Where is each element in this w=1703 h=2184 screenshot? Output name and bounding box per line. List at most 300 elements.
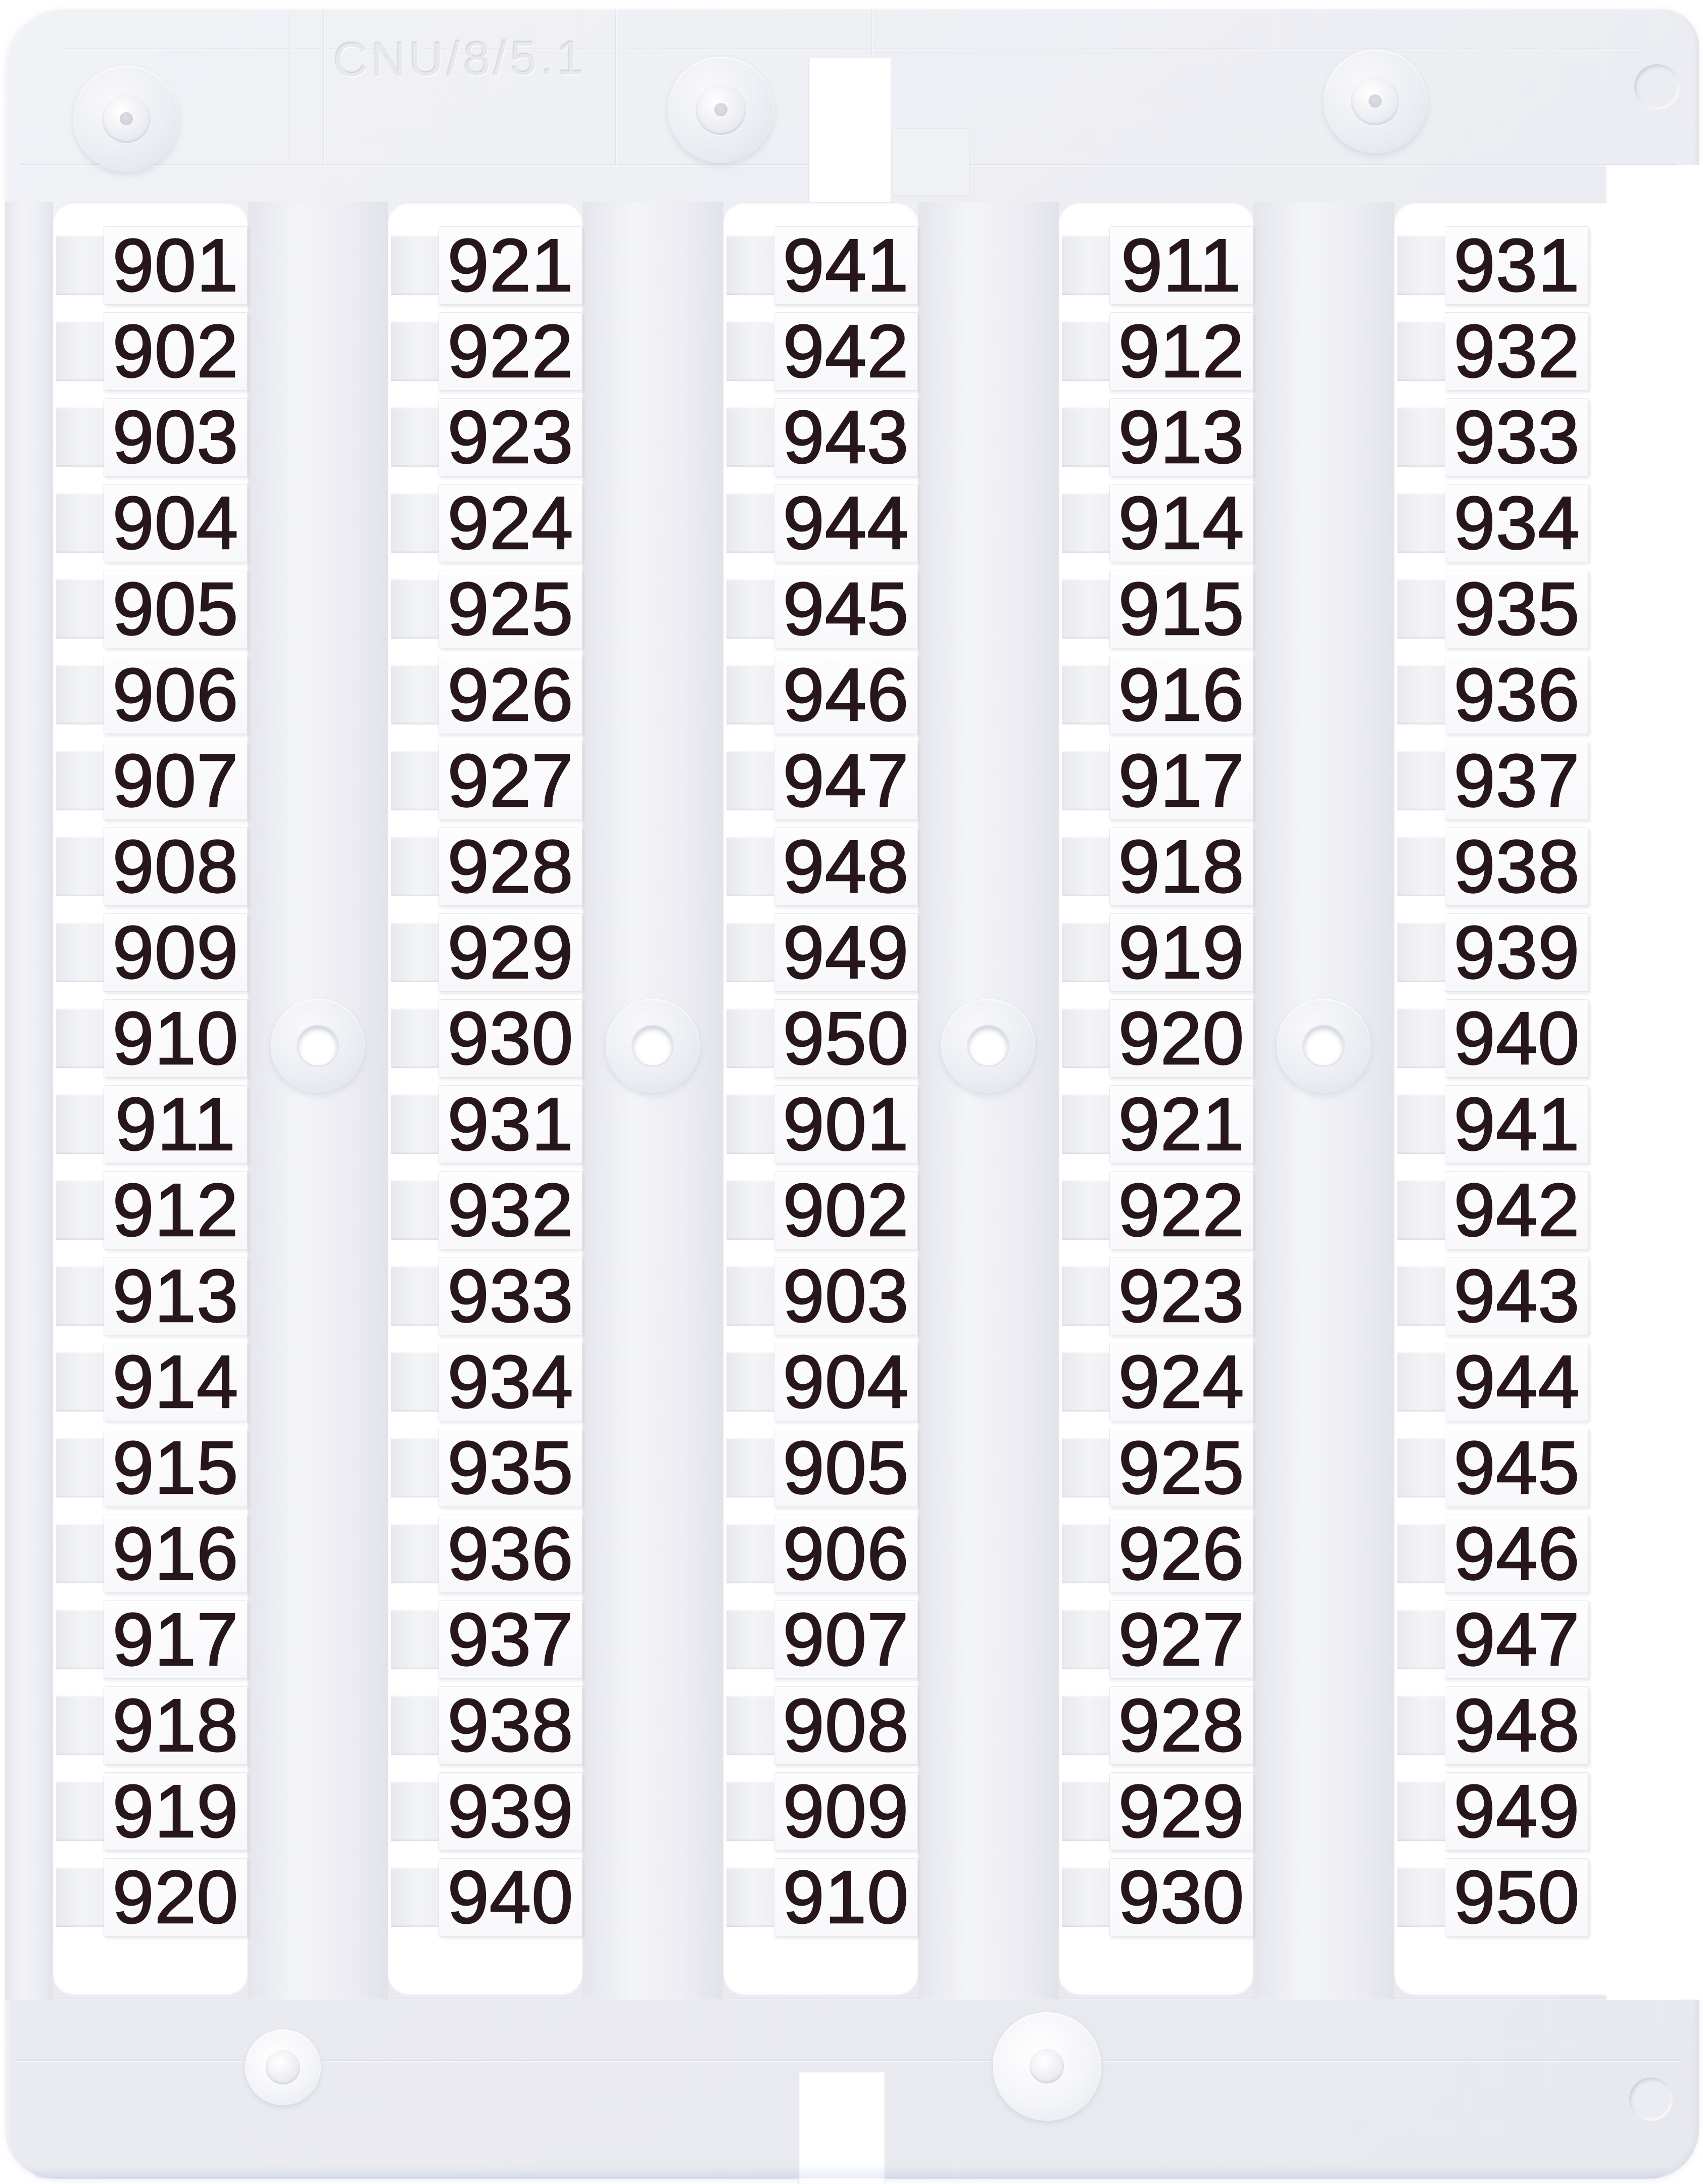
marker-tag [774, 1168, 918, 1252]
marker-tag-label: 924 [1118, 1340, 1245, 1424]
top-edge-groove [61, 48, 1647, 50]
marker-tag [774, 739, 918, 822]
marker-tag-label: 950 [783, 996, 909, 1080]
marker-tag-label: 944 [1453, 1340, 1580, 1424]
tag-stub [1062, 1266, 1110, 1326]
tag-stub [1397, 235, 1446, 295]
tag-stub [1397, 1352, 1446, 1412]
marker-tag [1109, 1683, 1253, 1767]
rivet-pin-hole [120, 112, 133, 125]
marker-tag [1445, 996, 1589, 1080]
marker-tag [774, 1340, 918, 1424]
marker-tag [774, 824, 918, 908]
marker-tag-label: 919 [1118, 910, 1245, 994]
tag-stub [56, 1180, 105, 1240]
marker-tag-label: 937 [1453, 739, 1580, 822]
marker-tag-label: 905 [112, 567, 239, 651]
marker-tag-label: 928 [447, 824, 574, 908]
marker-tag [104, 1168, 248, 1252]
tag-stub [1397, 1094, 1446, 1154]
marker-tag [1445, 1340, 1589, 1424]
marker-tag-label: 924 [447, 481, 574, 565]
tag-stub [391, 235, 440, 295]
marker-tag [104, 395, 248, 479]
marker-tag-label: 949 [1453, 1769, 1580, 1853]
marker-tag-label: 930 [1118, 1855, 1245, 1939]
tag-stub [726, 407, 775, 467]
marker-tag [1445, 1597, 1589, 1681]
tag-stub [726, 579, 775, 639]
marker-tag [439, 223, 582, 307]
marker-tag-label: 930 [447, 996, 574, 1080]
marker-tag [1109, 910, 1253, 994]
tag-stub [1397, 1266, 1446, 1326]
marker-tag-label: 935 [1453, 567, 1580, 651]
marker-tag [104, 824, 248, 908]
tag-stub [391, 1008, 440, 1068]
marker-tag-label: 925 [1118, 1426, 1245, 1510]
marker-tag-label: 906 [783, 1512, 909, 1595]
marker-tag-label: 940 [1453, 996, 1580, 1080]
marker-tag-label: 901 [783, 1082, 909, 1166]
marker-tag-label: 939 [1453, 910, 1580, 994]
marker-tag [1109, 481, 1253, 565]
marker-tag-label: 917 [112, 1597, 239, 1681]
marker-tag-label: 943 [783, 395, 909, 479]
tag-stub [56, 1094, 105, 1154]
marker-tag-label: 948 [1453, 1683, 1580, 1767]
marker-tag-label: 906 [112, 653, 239, 737]
marker-tag [439, 1168, 582, 1252]
tag-stub [391, 923, 440, 982]
marker-tag-label: 916 [1118, 653, 1245, 737]
tag-stub [56, 1781, 105, 1841]
marker-tag-label: 918 [1118, 824, 1245, 908]
marker-tag-label: 909 [112, 910, 239, 994]
marker-tag [104, 1769, 248, 1853]
tag-stub [56, 235, 105, 295]
tag-stub [391, 1094, 440, 1154]
tag-stub [56, 751, 105, 810]
marker-tag-label: 928 [1118, 1683, 1245, 1767]
marker-tag-label: 931 [447, 1082, 574, 1166]
tag-stub [391, 1695, 440, 1755]
tag-stub [56, 1524, 105, 1583]
mounting-hole [968, 1026, 1008, 1065]
carrier-rail [918, 202, 1059, 2000]
marker-tag-label: 903 [783, 1254, 909, 1338]
marker-tag [774, 395, 918, 479]
tag-stub [726, 1695, 775, 1755]
marker-tag-label: 904 [783, 1340, 909, 1424]
marker-tag [1109, 1082, 1253, 1166]
marker-tag [439, 567, 582, 651]
marker-tag [1445, 567, 1589, 651]
marker-tag-label: 902 [783, 1168, 909, 1252]
tag-stub [56, 1266, 105, 1326]
marker-tag [104, 481, 248, 565]
marker-tag-label: 913 [112, 1254, 239, 1338]
marker-tag-label: 910 [783, 1855, 909, 1939]
marker-tag [439, 1769, 582, 1853]
tag-stub [1397, 1008, 1446, 1068]
marker-tag-label: 927 [447, 739, 574, 822]
tag-stub [56, 321, 105, 381]
marker-tag-label: 940 [447, 1855, 574, 1939]
tag-stub [391, 1180, 440, 1240]
marker-tag [104, 223, 248, 307]
marker-tag [774, 567, 918, 651]
marker-tag [1445, 1426, 1589, 1510]
tag-stub [1397, 1867, 1446, 1927]
marker-tag-label: 936 [1453, 653, 1580, 737]
marker-tag-label: 945 [783, 567, 909, 651]
marker-tag-label: 922 [447, 309, 574, 393]
top-seam-line [323, 10, 325, 164]
top-seam-line [289, 10, 290, 164]
tag-stub [726, 1610, 775, 1669]
marker-tag [1109, 824, 1253, 908]
carrier-rail [582, 202, 723, 2000]
marker-tag-label: 926 [1118, 1512, 1245, 1595]
marker-tag-label: 949 [783, 910, 909, 994]
marker-tag [1109, 739, 1253, 822]
tag-stub [1062, 1867, 1110, 1927]
tag-stub [1062, 1180, 1110, 1240]
tag-stub [391, 1266, 440, 1326]
marker-tag [104, 910, 248, 994]
carrier-rail [1253, 202, 1394, 2000]
tag-stub [56, 579, 105, 639]
tag-stub [1062, 923, 1110, 982]
marker-tag [1109, 1254, 1253, 1338]
marker-tag [104, 1426, 248, 1510]
marker-tag-label: 933 [1453, 395, 1580, 479]
marker-tag [439, 910, 582, 994]
tag-stub [1397, 493, 1446, 553]
marker-tag [104, 653, 248, 737]
top-seam-line [615, 10, 617, 164]
marker-tag [1445, 910, 1589, 994]
tag-stub [726, 235, 775, 295]
tag-stub [1397, 1610, 1446, 1669]
marker-tag-label: 921 [447, 223, 574, 307]
marker-tag [1109, 1769, 1253, 1853]
marker-tag-label: 912 [112, 1168, 239, 1252]
tag-stub [1062, 1008, 1110, 1068]
marker-tag-label: 943 [1453, 1254, 1580, 1338]
marker-tag-label: 942 [783, 309, 909, 393]
tag-stub [56, 1008, 105, 1068]
right-open-cutout [1607, 165, 1703, 2000]
tag-stub [726, 1008, 775, 1068]
marker-tag [1109, 1426, 1253, 1510]
marker-tag-label: 913 [1118, 395, 1245, 479]
marker-tag-label: 908 [783, 1683, 909, 1767]
marker-tag [104, 1254, 248, 1338]
marker-tag-label: 941 [783, 223, 909, 307]
tag-stub [391, 1610, 440, 1669]
marker-tag-label: 915 [1118, 567, 1245, 651]
marker-tag-label: 908 [112, 824, 239, 908]
marker-tag [774, 481, 918, 565]
marker-tag [439, 739, 582, 822]
marker-tag [1445, 1168, 1589, 1252]
marker-tag [104, 309, 248, 393]
tag-stub [56, 837, 105, 896]
tag-stub [726, 1524, 775, 1583]
marker-tag [1445, 1082, 1589, 1166]
marker-tag [104, 1340, 248, 1424]
marker-tag [774, 1512, 918, 1595]
molded-plateau [893, 129, 969, 196]
tag-stub [726, 1180, 775, 1240]
carrier-rail [248, 202, 388, 2000]
tag-stub [1062, 1524, 1110, 1583]
marker-tag [439, 1512, 582, 1595]
marker-tag-label: 910 [112, 996, 239, 1080]
marker-tag-label: 938 [1453, 824, 1580, 908]
tag-stub [1062, 665, 1110, 724]
marker-tag-label: 932 [447, 1168, 574, 1252]
marker-tag [104, 739, 248, 822]
marker-tag [439, 1254, 582, 1338]
tag-stub [391, 493, 440, 553]
marker-tag-label: 907 [112, 739, 239, 822]
tag-stub [56, 665, 105, 724]
tag-stub [391, 751, 440, 810]
marker-tag-label: 925 [447, 567, 574, 651]
marker-tag [1445, 1512, 1589, 1595]
marker-tag [1445, 481, 1589, 565]
marker-tag-label: 936 [447, 1512, 574, 1595]
rivet-pin [266, 2050, 300, 2084]
marker-tag-label: 939 [447, 1769, 574, 1853]
tag-stub [1397, 1695, 1446, 1755]
tag-stub [391, 1524, 440, 1583]
marker-tag-label: 945 [1453, 1426, 1580, 1510]
tag-stub [391, 1867, 440, 1927]
tag-stub [726, 1352, 775, 1412]
marker-tag-label: 907 [783, 1597, 909, 1681]
tag-stub [726, 923, 775, 982]
tag-stub [726, 1266, 775, 1326]
marker-tag [1445, 223, 1589, 307]
tag-stub [391, 1438, 440, 1497]
marker-tag [774, 309, 918, 393]
marker-tag [1445, 824, 1589, 908]
marker-tag [1109, 567, 1253, 651]
marker-tag-label: 901 [112, 223, 239, 307]
rivet-pin-hole [714, 103, 727, 116]
marker-tag-label: 929 [447, 910, 574, 994]
marker-tag-label: 950 [1453, 1855, 1580, 1939]
tag-stub [1397, 321, 1446, 381]
corner-dimple [1629, 2077, 1673, 2121]
tag-stub [391, 321, 440, 381]
marker-tag [774, 223, 918, 307]
marker-tag-label: 914 [1118, 481, 1245, 565]
tag-stub [56, 923, 105, 982]
marker-tag [1445, 309, 1589, 393]
tag-stub [56, 1352, 105, 1412]
marker-tag-label: 934 [447, 1340, 574, 1424]
marker-tag [774, 1769, 918, 1853]
tag-stub [726, 1094, 775, 1154]
tag-stub [1397, 579, 1446, 639]
marker-tag [104, 567, 248, 651]
tag-stub [726, 1781, 775, 1841]
tag-stub [56, 493, 105, 553]
marker-tag [439, 824, 582, 908]
marker-tag-label: 923 [1118, 1254, 1245, 1338]
marker-tag [439, 395, 582, 479]
marker-tag-label: 917 [1118, 739, 1245, 822]
marker-tag [1109, 223, 1253, 307]
marker-tag [1109, 1855, 1253, 1939]
tag-stub [726, 665, 775, 724]
tag-stub [726, 837, 775, 896]
marker-tag-label: 922 [1118, 1168, 1245, 1252]
marker-tag [104, 1512, 248, 1595]
tag-stub [1062, 493, 1110, 553]
tag-stub [726, 493, 775, 553]
tag-stub [1062, 579, 1110, 639]
marker-tag [104, 996, 248, 1080]
tag-stub [1062, 1438, 1110, 1497]
marker-tag [774, 1683, 918, 1767]
marker-tag-label: 905 [783, 1426, 909, 1510]
marker-tag [1109, 1597, 1253, 1681]
bottom-edge-shadow [30, 2165, 1667, 2178]
tag-stub [56, 1610, 105, 1669]
bottom-seam-line [952, 2001, 953, 2177]
marker-tag [1445, 1769, 1589, 1853]
tag-stub [1062, 1695, 1110, 1755]
marker-tag-label: 920 [1118, 996, 1245, 1080]
marker-tag [439, 1426, 582, 1510]
tag-stub [726, 1867, 775, 1927]
marker-tag [439, 1340, 582, 1424]
tag-stub [1062, 321, 1110, 381]
tag-stub [1062, 837, 1110, 896]
corner-dimple [1634, 64, 1680, 110]
tag-stub [726, 321, 775, 381]
marker-tag-label: 933 [447, 1254, 574, 1338]
marker-tag [439, 481, 582, 565]
marker-tag-label: 921 [1118, 1082, 1245, 1166]
marker-tag [1445, 653, 1589, 737]
marker-tag [1445, 739, 1589, 822]
marker-tag [439, 309, 582, 393]
marker-tag-label: 912 [1118, 309, 1245, 393]
tag-stub [726, 1438, 775, 1497]
marker-tag-label: 948 [783, 824, 909, 908]
marker-tag [439, 653, 582, 737]
marker-tag-label: 941 [1453, 1082, 1580, 1166]
marker-tag-label: 927 [1118, 1597, 1245, 1681]
carrier-rail [5, 202, 53, 2000]
tag-stub [1397, 665, 1446, 724]
marker-tag [439, 996, 582, 1080]
tag-stub [56, 1438, 105, 1497]
embossed-part-number: CNU/8/5.1 [333, 31, 588, 86]
marker-tag-label: 946 [1453, 1512, 1580, 1595]
marker-tag-label: 944 [783, 481, 909, 565]
tag-stub [726, 751, 775, 810]
marker-tag-label: 935 [447, 1426, 574, 1510]
marker-tag [1109, 1168, 1253, 1252]
marker-tag-label: 911 [1121, 223, 1242, 307]
marker-tag-label: 946 [783, 653, 909, 737]
tag-stub [1397, 1781, 1446, 1841]
marker-tag [774, 910, 918, 994]
tag-stub [1062, 1352, 1110, 1412]
marker-tag [1109, 996, 1253, 1080]
marker-tag [104, 1597, 248, 1681]
marker-tag [774, 1597, 918, 1681]
marker-tag-label: 947 [783, 739, 909, 822]
tag-stub [391, 1781, 440, 1841]
tag-stub [1062, 1781, 1110, 1841]
marker-tag-label: 911 [115, 1082, 236, 1166]
marker-tag [1445, 1683, 1589, 1767]
tag-stub [391, 837, 440, 896]
marker-tag-label: 938 [447, 1683, 574, 1767]
tag-stub [56, 1867, 105, 1927]
marker-tag-label: 918 [112, 1683, 239, 1767]
marker-tag-label: 942 [1453, 1168, 1580, 1252]
tag-stub [1397, 407, 1446, 467]
marker-tag [439, 1082, 582, 1166]
marker-tag [439, 1683, 582, 1767]
marker-tag-label: 931 [1453, 223, 1580, 307]
marker-tag-label: 923 [447, 395, 574, 479]
marker-tag-label: 929 [1118, 1769, 1245, 1853]
tag-stub [1397, 751, 1446, 810]
tag-stub [56, 1695, 105, 1755]
marker-tag-label: 914 [112, 1340, 239, 1424]
tag-stub [1397, 1524, 1446, 1583]
marker-tag [774, 1426, 918, 1510]
mounting-hole [298, 1026, 337, 1065]
marker-tag [1445, 1855, 1589, 1939]
marker-tag-label: 903 [112, 395, 239, 479]
tag-stub [1062, 1094, 1110, 1154]
rivet-pin [1030, 2049, 1064, 2083]
tag-stub [391, 407, 440, 467]
tag-stub [1397, 1180, 1446, 1240]
tag-stub [1062, 751, 1110, 810]
marker-tag-label: 934 [1453, 481, 1580, 565]
marker-tag-label: 926 [447, 653, 574, 737]
marker-tag [439, 1597, 582, 1681]
marker-tag [774, 1082, 918, 1166]
rivet-pin-hole [1369, 94, 1382, 108]
marker-tag-label: 919 [112, 1769, 239, 1853]
marker-tag [104, 1855, 248, 1939]
tag-stub [1062, 235, 1110, 295]
tag-stub [391, 579, 440, 639]
tag-stub [1062, 1610, 1110, 1669]
top-center-notch [808, 58, 892, 206]
marker-tag [1109, 653, 1253, 737]
tag-stub [56, 407, 105, 467]
marker-tag [1109, 1340, 1253, 1424]
marker-tag [774, 996, 918, 1080]
tag-stub [1397, 923, 1446, 982]
marker-tag [104, 1082, 248, 1166]
